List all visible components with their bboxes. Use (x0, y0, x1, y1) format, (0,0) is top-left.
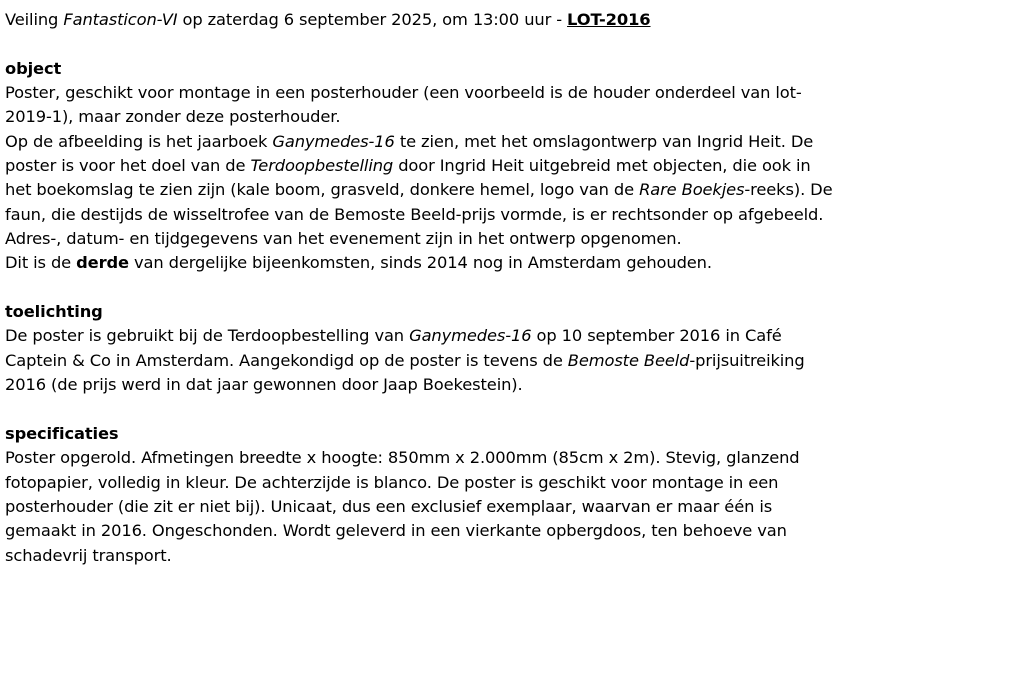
header-prefix: Veiling (5, 10, 64, 29)
text-segment: -prijsuitreiking (689, 350, 805, 370)
header-date: op zaterdag 6 september 2025, om 13:00 uur - (177, 10, 568, 29)
text-segment: te zien, met het omslagontwerp van Ingrid Heit. De (394, 131, 814, 151)
text-segment: 2019-1), maar zonder deze posterhouder. (5, 107, 341, 127)
toelichting-line-3 (5, 373, 1024, 397)
spacer (5, 398, 1024, 422)
specificaties-heading: specificaties (5, 423, 119, 443)
event-name: Fantasticon-VI (63, 10, 178, 29)
object-line-4 (5, 154, 1024, 178)
toelichting-line-1 (5, 324, 1024, 348)
object-line-1 (5, 81, 1024, 105)
specificaties-line-3: posterhouder (die zit er niet bij). Unicaat, dus een exclusief exemplaar, waarvan er maar één is (5, 496, 773, 516)
text-segment: poster is voor het doel van de (5, 156, 251, 176)
object-heading: object (5, 58, 62, 78)
text-segment: door Ingrid Heit uitgebreid met objecten, die ook in (393, 156, 811, 176)
auction-header-line (5, 8, 1024, 32)
object-line-5 (5, 178, 1024, 202)
object-line-2 (5, 105, 1024, 129)
emphasis-derde: derde (76, 253, 129, 273)
text-segment: De poster is gebruikt bij de Terdoopbestelling van (5, 326, 410, 346)
specificaties-line-2: fotopapier, volledig in kleur. De achterzijde is blanco. De poster is geschikt voor montage in een (5, 472, 779, 492)
text-segment: -reeks). De (744, 180, 833, 200)
text-segment: op 10 september 2016 in Café (531, 326, 782, 346)
specificaties-line-5: schadevrij transport. (5, 545, 172, 565)
book-title-ganymedes: Ganymedes-16 (272, 131, 395, 151)
text-segment: het boekomslag te zien zijn (kale boom, grasveld, donkere hemel, logo van de (5, 180, 640, 200)
event-terdoopbestelling: Terdoopbestelling (250, 156, 394, 176)
text-segment: Poster, geschikt voor montage in een posterhouder (een voorbeeld is de houder onderdeel van lot- (5, 83, 802, 103)
object-line-6 (5, 203, 1024, 227)
text-segment: 2016 (de prijs werd in dat jaar gewonnen door Jaap Boekestein). (5, 375, 523, 395)
text-segment: Dit is de (5, 253, 77, 273)
lot-number: LOT-2016 (567, 10, 651, 29)
text-segment: Adres-, datum- en tijdgegevens van het evenement zijn in het ontwerp opgenomen. (5, 229, 682, 249)
specificaties-line-1: Poster opgerold. Afmetingen breedte x hoogte: 850mm x 2.000mm (85cm x 2m). Stevig, glanzend (5, 448, 800, 468)
specificaties-line-4: gemaakt in 2016. Ongeschonden. Wordt geleverd in een vierkante opbergdoos, ten behoeve van (5, 521, 787, 541)
object-line-3 (5, 130, 1024, 154)
prize-bemoste-beeld: Bemoste Beeld (567, 350, 690, 370)
book-title-ganymedes: Ganymedes-16 (409, 326, 532, 346)
toelichting-heading: toelichting (5, 302, 103, 322)
object-line-8 (5, 251, 1024, 275)
text-segment: van dergelijke bijeenkomsten, sinds 2014 nog in Amsterdam gehouden. (128, 253, 712, 273)
text-segment: Op de afbeelding is het jaarboek (5, 131, 273, 151)
spacer (5, 276, 1024, 300)
toelichting-line-2 (5, 349, 1024, 373)
series-rare-boekjes: Rare Boekjes (639, 180, 745, 200)
spacer (5, 32, 1024, 56)
object-line-7 (5, 227, 1024, 251)
text-segment: Captein & Co in Amsterdam. Aangekondigd op de poster is tevens de (5, 350, 568, 370)
text-segment: faun, die destijds de wisseltrofee van de Bemoste Beeld-prijs vormde, is er rechtsonder op afgebeeld. (5, 204, 824, 224)
